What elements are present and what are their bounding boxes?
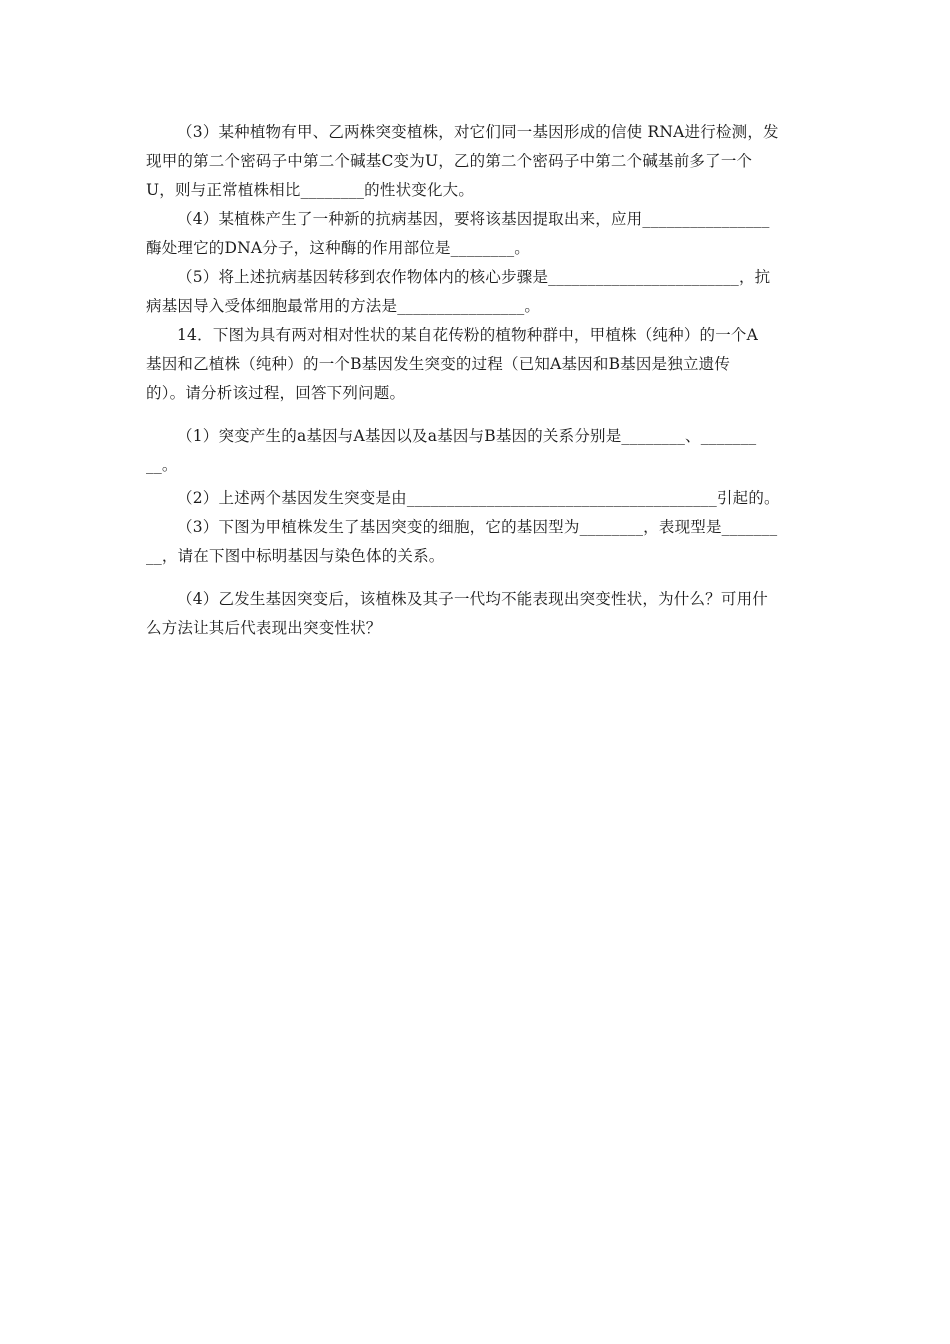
q14-part1 xyxy=(146,422,808,480)
text-line: 现甲的第二个密码子中第二个碱基C变为U，乙的第二个密码子中第二个碱基前多了一个 xyxy=(146,152,753,170)
text-line: （1）突变产生的a基因与A基因以及a基因与B基因的关系分别是________、_______ xyxy=(177,427,757,445)
text-line: （3）下图为甲植株发生了基因突变的细胞，它的基因型为________，表现型是_______ xyxy=(177,518,778,536)
q14-part3 xyxy=(146,513,808,571)
text-line: 么方法让其后代表现出突变性状？ xyxy=(146,619,382,637)
text-line: U，则与正常植株相比________的性状变化大。 xyxy=(146,181,475,199)
text-line: （5）将上述抗病基因转移到农作物体内的核心步骤是________________________，抗 xyxy=(177,268,771,286)
text-line: 酶处理它的DNA分子，这种酶的作用部位是________。 xyxy=(146,239,530,257)
text-line: 基因和乙植株（纯种）的一个B基因发生突变的过程（已知A基因和B基因是独立遗传 xyxy=(146,355,731,373)
document-page xyxy=(146,118,808,643)
q13-part3 xyxy=(146,118,808,205)
text-line: （4）某植株产生了一种新的抗病基因，要将该基因提取出来，应用________________ xyxy=(177,210,770,228)
q13-part4 xyxy=(146,205,808,263)
q14-part4 xyxy=(146,585,808,643)
text-line: （3）某种植物有甲、乙两株突变植株，对它们同一基因形成的信使 RNA进行检测，发 xyxy=(177,123,779,141)
question-number-line: 14．下图为具有两对相对性状的某自花传粉的植物种群中，甲植株（纯种）的一个A xyxy=(177,326,759,344)
text-line: __，请在下图中标明基因与染色体的关系。 xyxy=(146,547,445,565)
text-line: __。 xyxy=(146,456,178,474)
text-line: （2）上述两个基因发生突变是由_______________________________________引起的。 xyxy=(177,489,780,507)
text-line: （4）乙发生基因突变后，该植株及其子一代均不能表现出突变性状，为什么？可用什 xyxy=(177,590,768,608)
figure-gap xyxy=(146,408,808,422)
text-line: 的）。请分析该过程，回答下列问题。 xyxy=(146,384,406,402)
q14-stem xyxy=(146,321,808,408)
q13-part5 xyxy=(146,263,808,321)
text-line: 病基因导入受体细胞最常用的方法是________________。 xyxy=(146,297,541,315)
figure-gap xyxy=(146,571,808,585)
q14-part2 xyxy=(146,484,808,513)
